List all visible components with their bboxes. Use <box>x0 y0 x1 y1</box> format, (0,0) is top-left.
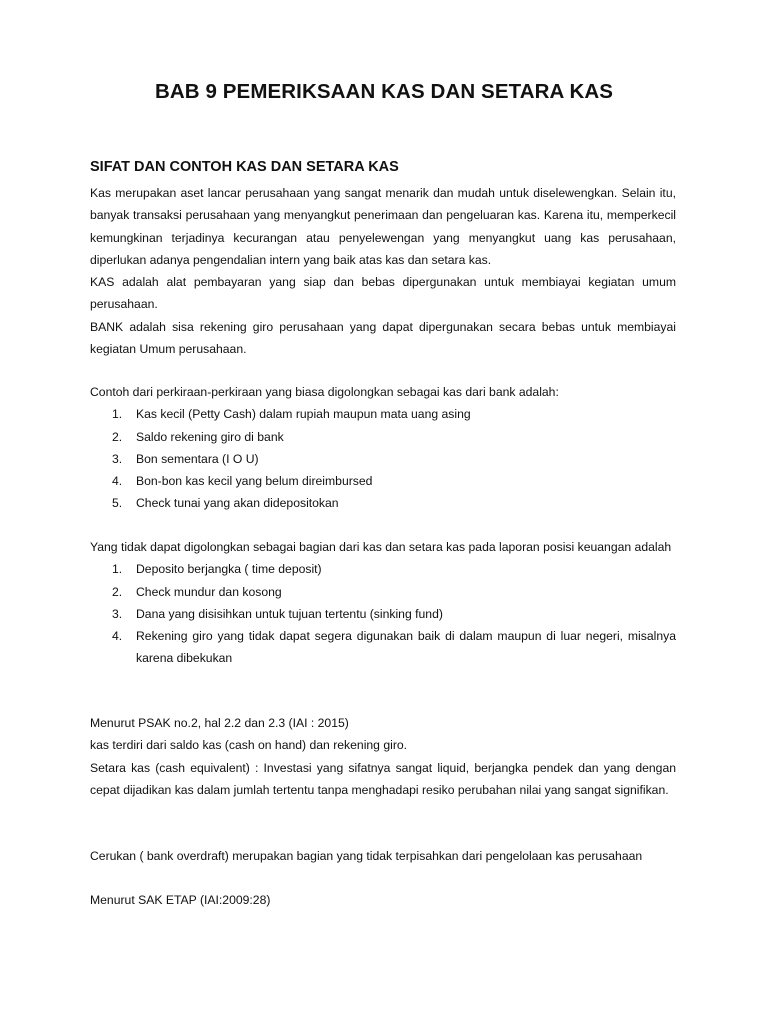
list-item: 4. Bon-bon kas kecil yang belum direimbursed <box>112 474 373 489</box>
list-item: 2. Check mundur dan kosong <box>112 584 282 599</box>
excluded-list <box>90 558 676 669</box>
examples-block <box>90 381 676 515</box>
cerukan-paragraph: Cerukan ( bank overdraft) merupakan bagian yang tidak terpisahkan dari pengelolaan kas perusahaan <box>90 849 643 863</box>
list-item: 1. Deposito berjangka ( time deposit) <box>112 562 322 577</box>
sak-etap-heading: Menurut SAK ETAP (IAI:2009:28) <box>90 893 271 907</box>
list-item: 1. Kas kecil (Petty Cash) dalam rupiah maupun mata uang asing <box>112 407 471 422</box>
intro-paragraph-1: Kas merupakan aset lancar perusahaan yang sangat menarik dan mudah untuk diselewengkan. Selain itu, banyak transaksi perusahaan yang menyangkut penerimaan dan pengeluaran kas. Karena itu, memperkecil kemungkinan terjadinya kecurangan atau penyelewengan yang menyangkut uang kas perusahaan, diperlukan adanya pengendalian intern yang baik atas kas dan setara kas. <box>90 186 676 267</box>
section-heading: SIFAT DAN CONTOH KAS DAN SETARA KAS <box>90 159 399 175</box>
bank-definition: BANK adalah sisa rekening giro perusahaan yang dapat dipergunakan secara bebas untuk membiayai kegiatan Umum perusahaan. <box>90 319 676 357</box>
list-item: 4. Rekening giro yang tidak dapat segera digunakan baik di dalam maupun di luar negeri, misalnya karena dibekukan <box>112 629 676 666</box>
setara-kas-definition: Setara kas (cash equivalent) : Investasi yang sifatnya sangat liquid, berjangka pendek dan yang dengan cepat dijadikan kas dalam jumlah tertentu tanpa menghadapi resiko perubahan nilai yang sangat signifikan. <box>90 760 676 797</box>
psak-block <box>90 712 676 801</box>
page-title: BAB 9 PEMERIKSAAN KAS DAN SETARA KAS <box>154 80 614 103</box>
intro-block <box>90 182 676 360</box>
excluded-intro: Yang tidak dapat digolongkan sebagai bagian dari kas dan setara kas pada laporan posisi keuangan adalah <box>90 540 672 554</box>
excluded-block <box>90 536 676 670</box>
list-item: 5. Check tunai yang akan didepositokan <box>112 496 339 511</box>
psak-heading: Menurut PSAK no.2, hal 2.2 dan 2.3 (IAI : 2015) <box>90 716 349 730</box>
examples-list <box>90 403 676 514</box>
psak-line: kas terdiri dari saldo kas (cash on hand) dan rekening giro. <box>90 738 408 753</box>
kas-definition: KAS adalah alat pembayaran yang siap dan bebas dipergunakan untuk membiayai kegiatan umum perusahaan. <box>90 275 676 312</box>
list-item: 3. Dana yang disisihkan untuk tujuan tertentu (sinking fund) <box>112 606 443 621</box>
list-item: 3. Bon sementara (I O U) <box>112 451 259 466</box>
list-item: 2. Saldo rekening giro di bank <box>112 429 284 444</box>
examples-intro: Contoh dari perkiraan-perkiraan yang biasa digolongkan sebagai kas dari bank adalah: <box>90 385 559 399</box>
